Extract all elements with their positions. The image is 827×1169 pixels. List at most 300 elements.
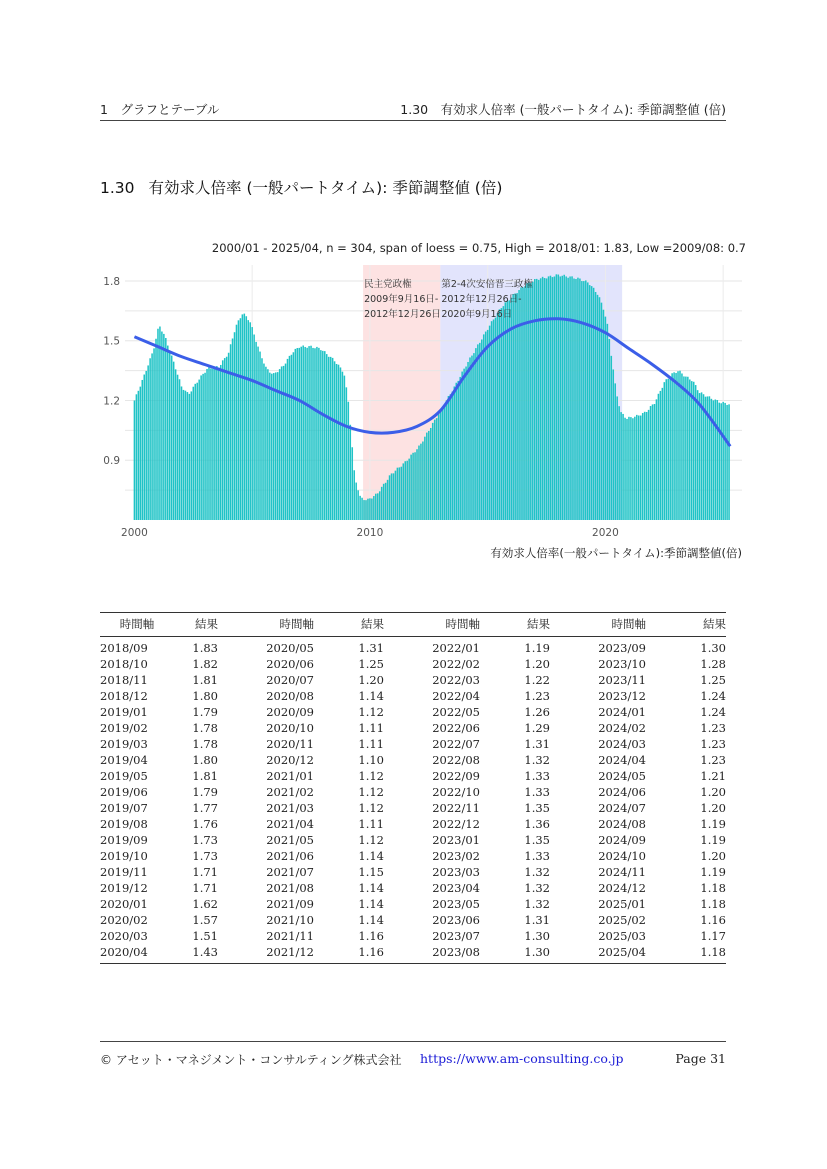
- bar: [202, 374, 204, 520]
- bar: [430, 428, 432, 520]
- bar: [193, 387, 195, 520]
- page-header: [100, 100, 726, 121]
- date-cell: 2020/07: [266, 673, 314, 687]
- bar: [173, 362, 175, 520]
- bar: [567, 278, 569, 520]
- y-tick-label: 1.2: [103, 395, 120, 408]
- date-cell: 2021/01: [266, 769, 314, 783]
- bar: [697, 390, 699, 520]
- region-label: 2012年12月26日-: [441, 294, 522, 305]
- bar: [656, 399, 658, 520]
- bar: [181, 386, 183, 520]
- column-header: 時間軸: [550, 613, 646, 637]
- bar: [508, 300, 510, 520]
- bar: [206, 369, 208, 520]
- date-cell: 2024/11: [598, 865, 646, 879]
- bar: [157, 329, 159, 520]
- bar: [136, 394, 138, 520]
- bar: [318, 348, 320, 520]
- date-cell: 2018/09: [100, 641, 148, 655]
- date-cell: 2021/10: [266, 913, 314, 927]
- date-cell: 2021/08: [266, 881, 314, 895]
- bar: [224, 358, 226, 520]
- value-cell: 1.20: [358, 673, 384, 687]
- bar: [169, 352, 171, 520]
- bar: [308, 346, 310, 520]
- value-cell: 1.24: [700, 689, 726, 703]
- date-cell: 2019/06: [100, 785, 148, 799]
- bar: [395, 471, 397, 520]
- bar: [461, 372, 463, 520]
- table-body: [100, 637, 726, 964]
- bar: [310, 346, 312, 520]
- bar: [357, 490, 359, 520]
- value-cell: 1.31: [524, 913, 550, 927]
- bar: [251, 327, 253, 520]
- value-cell: 1.11: [358, 737, 384, 751]
- bar: [520, 287, 522, 520]
- date-cell: 2022/09: [432, 769, 480, 783]
- value-cell: 1.18: [700, 897, 726, 911]
- value-cell: 1.35: [524, 801, 550, 815]
- value-cell: 1.32: [524, 897, 550, 911]
- value-cell: 1.14: [358, 897, 384, 911]
- bar: [322, 351, 324, 520]
- bar: [491, 321, 493, 520]
- footer-url-link[interactable]: https://www.am-consulting.co.jp: [420, 1051, 624, 1066]
- table-row: [100, 896, 726, 912]
- value-cell: 1.32: [524, 753, 550, 767]
- bar: [701, 392, 703, 520]
- value-cell: 1.36: [524, 817, 550, 831]
- bar: [155, 339, 157, 520]
- bar: [324, 351, 326, 520]
- bar: [440, 409, 442, 520]
- bar: [165, 338, 167, 520]
- value-cell: 1.30: [524, 945, 550, 959]
- bar: [665, 379, 667, 520]
- bar: [338, 365, 340, 520]
- date-cell: 2021/09: [266, 897, 314, 911]
- value-cell: 1.33: [524, 785, 550, 799]
- bar: [397, 468, 399, 520]
- bar: [717, 400, 719, 520]
- bar: [365, 500, 367, 520]
- bar: [350, 425, 352, 520]
- bar: [454, 386, 456, 520]
- date-cell: 2023/03: [432, 865, 480, 879]
- date-cell: 2022/01: [432, 641, 480, 655]
- date-cell: 2023/12: [598, 689, 646, 703]
- x-axis-label: 有効求人倍率(一般パートタイム):季節調整値(倍): [490, 546, 742, 560]
- bar: [614, 383, 616, 520]
- date-cell: 2020/09: [266, 705, 314, 719]
- date-cell: 2025/03: [598, 929, 646, 943]
- value-cell: 1.71: [192, 881, 218, 895]
- bar: [630, 417, 632, 520]
- date-cell: 2024/02: [598, 721, 646, 735]
- date-cell: 2024/09: [598, 833, 646, 847]
- date-cell: 2022/02: [432, 657, 480, 671]
- bar: [718, 403, 720, 520]
- bar: [314, 348, 316, 520]
- bar: [579, 279, 581, 520]
- bar: [681, 373, 683, 520]
- bar: [457, 381, 459, 520]
- bar: [538, 280, 540, 520]
- bar: [200, 375, 202, 520]
- bar: [367, 499, 369, 520]
- bar: [297, 348, 299, 520]
- region-label: 第2-4次安倍晋三政権: [441, 279, 533, 290]
- bar: [361, 498, 363, 520]
- date-cell: 2020/01: [100, 897, 148, 911]
- date-cell: 2019/07: [100, 801, 148, 815]
- bar: [571, 276, 573, 520]
- table-row: [100, 784, 726, 800]
- bar: [685, 377, 687, 520]
- bar: [724, 403, 726, 520]
- value-cell: 1.33: [524, 769, 550, 783]
- bar: [273, 373, 275, 520]
- bar: [145, 371, 147, 520]
- bar: [683, 376, 685, 520]
- bar: [295, 349, 297, 520]
- date-cell: 2020/10: [266, 721, 314, 735]
- bar: [691, 381, 693, 520]
- bar: [609, 339, 611, 520]
- date-cell: 2022/12: [432, 817, 480, 831]
- bar: [467, 362, 469, 520]
- y-tick-label: 1.5: [103, 335, 120, 348]
- value-cell: 1.28: [700, 657, 726, 671]
- table-row: [100, 672, 726, 688]
- value-cell: 1.16: [358, 929, 384, 943]
- date-cell: 2020/02: [100, 913, 148, 927]
- bar: [469, 357, 471, 520]
- bar: [493, 319, 495, 520]
- bar: [147, 365, 149, 520]
- bar: [452, 392, 454, 520]
- bar: [408, 459, 410, 520]
- bar: [632, 418, 634, 520]
- chart-title: 2000/01 - 2025/04, n = 304, span of loess = 0.75, High = 2018/01: 1.83, Low =2009/08: 0.7: [211, 241, 746, 255]
- date-cell: 2019/01: [100, 705, 148, 719]
- value-cell: 1.62: [192, 897, 218, 911]
- date-cell: 2022/03: [432, 673, 480, 687]
- bar: [713, 400, 715, 520]
- bar: [715, 400, 717, 520]
- bar: [281, 366, 283, 520]
- date-cell: 2022/07: [432, 737, 480, 751]
- bar: [530, 283, 532, 520]
- bar: [611, 356, 613, 520]
- bar: [167, 346, 169, 520]
- value-cell: 1.77: [192, 801, 218, 815]
- bar: [283, 366, 285, 520]
- bar: [416, 449, 418, 520]
- table-row: [100, 637, 726, 657]
- bar: [410, 455, 412, 520]
- date-cell: 2022/11: [432, 801, 480, 815]
- value-cell: 1.23: [700, 721, 726, 735]
- value-cell: 1.24: [700, 705, 726, 719]
- bar: [560, 276, 562, 520]
- table-row: [100, 736, 726, 752]
- value-cell: 1.81: [192, 769, 218, 783]
- bar: [373, 496, 375, 520]
- bar: [662, 388, 664, 520]
- bar: [507, 301, 509, 520]
- bar: [479, 343, 481, 520]
- bar: [385, 483, 387, 520]
- bar: [644, 412, 646, 520]
- bar: [267, 369, 269, 520]
- bar: [487, 330, 489, 520]
- value-cell: 1.30: [700, 641, 726, 655]
- bar: [194, 384, 196, 520]
- date-cell: 2021/11: [266, 929, 314, 943]
- bar: [563, 275, 565, 520]
- bar: [375, 494, 377, 520]
- value-cell: 1.16: [700, 913, 726, 927]
- bar: [536, 279, 538, 520]
- value-cell: 1.19: [700, 865, 726, 879]
- value-cell: 1.18: [700, 945, 726, 959]
- value-cell: 1.14: [358, 881, 384, 895]
- value-cell: 1.23: [700, 753, 726, 767]
- date-cell: 2023/09: [598, 641, 646, 655]
- date-cell: 2021/06: [266, 849, 314, 863]
- bar: [238, 320, 240, 520]
- bar: [544, 278, 546, 520]
- value-cell: 1.80: [192, 753, 218, 767]
- bar: [503, 306, 505, 520]
- date-cell: 2023/10: [598, 657, 646, 671]
- bar: [247, 320, 249, 520]
- value-cell: 1.23: [524, 689, 550, 703]
- bar: [289, 356, 291, 520]
- region-label: 2012年12月26日: [364, 309, 441, 320]
- section-number: 1.30: [100, 179, 135, 197]
- bar: [244, 314, 246, 520]
- page-number: Page 31: [675, 1051, 726, 1066]
- value-cell: 1.33: [524, 849, 550, 863]
- bar: [269, 373, 271, 520]
- date-cell: 2022/05: [432, 705, 480, 719]
- bar: [177, 375, 179, 520]
- bar: [455, 383, 457, 520]
- bar: [138, 391, 140, 520]
- bar: [607, 324, 609, 520]
- column-header: 時間軸: [218, 613, 314, 637]
- bar: [393, 473, 395, 520]
- section-title: [100, 176, 502, 198]
- date-cell: 2023/01: [432, 833, 480, 847]
- bar: [196, 383, 198, 520]
- bar: [612, 369, 614, 520]
- date-cell: 2021/02: [266, 785, 314, 799]
- bar: [501, 308, 503, 520]
- date-cell: 2021/07: [266, 865, 314, 879]
- bar: [638, 416, 640, 520]
- bar: [389, 475, 391, 520]
- bar: [581, 281, 583, 520]
- value-cell: 1.12: [358, 785, 384, 799]
- bar: [603, 310, 605, 520]
- table-row: [100, 912, 726, 928]
- data-table: [100, 612, 726, 964]
- bar: [548, 276, 550, 520]
- table-row: [100, 688, 726, 704]
- bar: [687, 377, 689, 520]
- bar: [204, 373, 206, 520]
- bar: [679, 371, 681, 520]
- bar: [616, 396, 618, 520]
- bar: [346, 387, 348, 520]
- date-cell: 2022/10: [432, 785, 480, 799]
- value-cell: 1.12: [358, 705, 384, 719]
- table-row: [100, 928, 726, 944]
- table-row: [100, 816, 726, 832]
- bar: [626, 419, 628, 520]
- bar: [414, 452, 416, 520]
- bar: [618, 406, 620, 520]
- footer-copyright: © アセット・マネジメント・コンサルティング株式会社: [100, 1053, 402, 1067]
- bar: [142, 380, 144, 520]
- value-cell: 1.32: [524, 881, 550, 895]
- date-cell: 2020/11: [266, 737, 314, 751]
- bar: [240, 318, 242, 520]
- bar: [418, 446, 420, 520]
- date-cell: 2023/07: [432, 929, 480, 943]
- date-cell: 2022/08: [432, 753, 480, 767]
- value-cell: 1.78: [192, 737, 218, 751]
- date-cell: 2024/07: [598, 801, 646, 815]
- value-cell: 1.82: [192, 657, 218, 671]
- value-cell: 1.25: [358, 657, 384, 671]
- bar: [371, 499, 373, 520]
- bar: [328, 357, 330, 520]
- bar: [208, 367, 210, 520]
- bar: [287, 359, 289, 520]
- value-cell: 1.76: [192, 817, 218, 831]
- table-row: [100, 752, 726, 768]
- value-cell: 1.35: [524, 833, 550, 847]
- bar: [320, 350, 322, 520]
- bar: [558, 275, 560, 520]
- date-cell: 2024/01: [598, 705, 646, 719]
- bar: [212, 369, 214, 520]
- date-cell: 2020/06: [266, 657, 314, 671]
- bar: [426, 433, 428, 520]
- header-section: 1.30 有効求人倍率 (一般パートタイム): 季節調整値 (倍): [400, 102, 726, 117]
- bar: [198, 380, 200, 520]
- bar: [183, 390, 185, 520]
- bar: [728, 404, 730, 520]
- date-cell: 2019/08: [100, 817, 148, 831]
- bar: [332, 358, 334, 520]
- bar: [187, 392, 189, 520]
- bar: [330, 357, 332, 520]
- column-header: 時間軸: [100, 613, 174, 637]
- bar: [436, 418, 438, 520]
- value-cell: 1.19: [524, 641, 550, 655]
- date-cell: 2025/01: [598, 897, 646, 911]
- bar: [277, 372, 279, 520]
- value-cell: 1.73: [192, 833, 218, 847]
- bar: [483, 334, 485, 520]
- bar: [671, 373, 673, 520]
- value-cell: 1.18: [700, 881, 726, 895]
- date-cell: 2019/02: [100, 721, 148, 735]
- date-cell: 2019/12: [100, 881, 148, 895]
- bar: [424, 437, 426, 520]
- region-label: 2009年9月16日-: [364, 294, 439, 305]
- table-header-row: [100, 613, 726, 637]
- bar: [642, 413, 644, 520]
- value-cell: 1.43: [192, 945, 218, 959]
- bar: [334, 361, 336, 520]
- job-ratio-chart: [95, 235, 755, 570]
- bar: [326, 354, 328, 520]
- bar: [526, 283, 528, 520]
- y-tick-label: 1.8: [103, 275, 120, 288]
- date-cell: 2021/12: [266, 945, 314, 959]
- bar: [646, 412, 648, 520]
- table-row: [100, 832, 726, 848]
- region-label: 民主党政権: [364, 279, 412, 290]
- bar: [591, 286, 593, 520]
- bar: [210, 368, 212, 520]
- bar: [428, 431, 430, 520]
- bar: [652, 404, 654, 520]
- table-row: [100, 656, 726, 672]
- header-chapter: 1 グラフとテーブル: [100, 102, 220, 117]
- bar: [636, 415, 638, 520]
- x-tick-label: 2020: [592, 527, 619, 539]
- value-cell: 1.20: [524, 657, 550, 671]
- bar: [179, 379, 181, 520]
- bar: [658, 394, 660, 520]
- bar: [438, 414, 440, 520]
- value-cell: 1.32: [524, 865, 550, 879]
- date-cell: 2020/04: [100, 945, 148, 959]
- value-cell: 1.25: [700, 673, 726, 687]
- bar: [140, 387, 142, 520]
- value-cell: 1.19: [700, 833, 726, 847]
- bar: [556, 274, 558, 520]
- date-cell: 2019/11: [100, 865, 148, 879]
- bar: [605, 317, 607, 520]
- value-cell: 1.83: [192, 641, 218, 655]
- value-cell: 1.31: [358, 641, 384, 655]
- bar: [403, 463, 405, 520]
- bar: [151, 353, 153, 520]
- bar: [143, 375, 145, 520]
- value-cell: 1.20: [700, 785, 726, 799]
- bar: [463, 369, 465, 520]
- value-cell: 1.79: [192, 785, 218, 799]
- bar: [348, 402, 350, 520]
- value-cell: 1.73: [192, 849, 218, 863]
- bar: [550, 276, 552, 520]
- bar: [255, 342, 257, 520]
- column-header: 結果: [314, 613, 384, 637]
- value-cell: 1.15: [358, 865, 384, 879]
- bar: [601, 303, 603, 520]
- bar: [675, 373, 677, 520]
